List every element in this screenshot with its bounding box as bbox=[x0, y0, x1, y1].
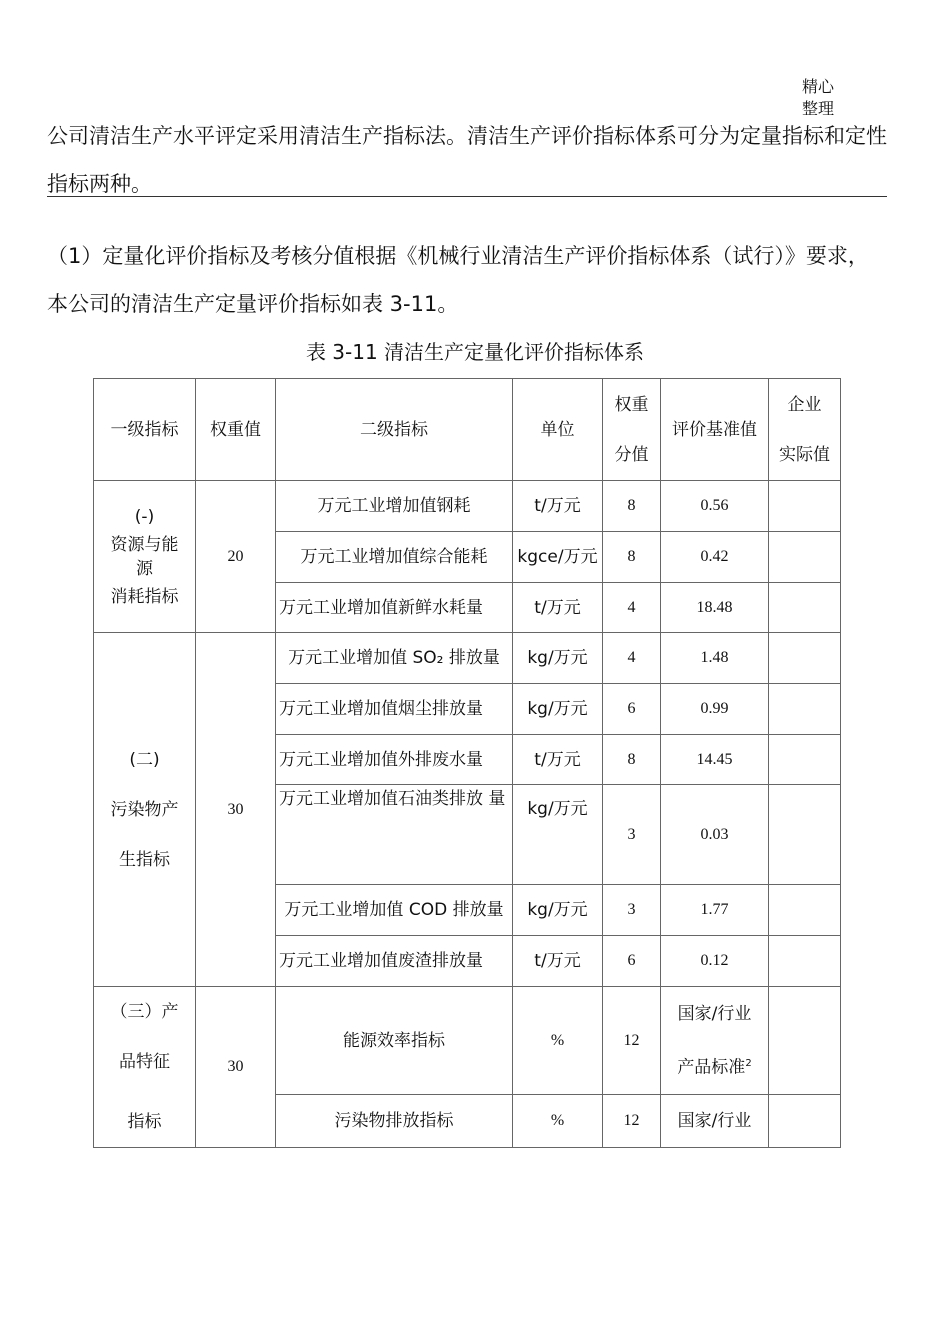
header-actual-line1: 企业 bbox=[787, 394, 822, 415]
table-header-row bbox=[94, 379, 841, 481]
evaluation-indicator-table bbox=[93, 378, 841, 1148]
indicator-paragraph: （1）定量化评价指标及考核分值根据《机械行业清洁生产评价指标体系（试行）》要求，本公司的清洁生产定量评价指标如表 3-11。 bbox=[47, 244, 869, 316]
group-name-line: 生指标 bbox=[119, 849, 170, 870]
indicator-name: 万元工业增加值 COD 排放量 bbox=[276, 885, 513, 936]
score-cell: 4 bbox=[603, 583, 661, 633]
indicator-name: 污染物排放指标 bbox=[276, 1095, 513, 1148]
header-mark-line1: 精心 bbox=[802, 77, 835, 96]
table-row bbox=[94, 987, 841, 1095]
baseline-line: 国家/行业 bbox=[677, 1003, 752, 1024]
score-cell: 8 bbox=[603, 532, 661, 583]
baseline-cell: 0.03 bbox=[661, 785, 769, 885]
indicator-name: 万元工业增加值钢耗 bbox=[276, 481, 513, 532]
score-cell: 12 bbox=[603, 987, 661, 1095]
unit-cell: kg/万元 bbox=[513, 633, 603, 684]
indicator-name: 万元工业增加值废渣排放量 bbox=[276, 936, 513, 987]
group-name-line: 污染物产 bbox=[110, 799, 179, 820]
header-score-line2: 分值 bbox=[614, 444, 649, 465]
unit-cell: % bbox=[513, 1095, 603, 1148]
score-cell: 3 bbox=[603, 785, 661, 885]
header-actual-line2: 实际值 bbox=[779, 444, 830, 465]
actual-cell bbox=[769, 481, 841, 532]
group-name-line: （三）产 bbox=[110, 1002, 179, 1022]
baseline-cell: 国家/行业 bbox=[661, 1095, 769, 1148]
actual-cell bbox=[769, 1095, 841, 1148]
group-name bbox=[94, 987, 196, 1148]
group-name-line: (-) bbox=[134, 506, 155, 527]
header-level1: 一级指标 bbox=[94, 379, 196, 481]
header-unit: 单位 bbox=[513, 379, 603, 481]
intro-paragraph: 公司清洁生产水平评定采用清洁生产指标法。清洁生产评价指标体系可分为定量指标和定性指标两种。 bbox=[47, 124, 887, 196]
indicator-name: 万元工业增加值外排废水量 bbox=[276, 735, 513, 785]
header-score bbox=[603, 379, 661, 481]
header-baseline: 评价基准值 bbox=[661, 379, 769, 481]
indicator-name: 能源效率指标 bbox=[276, 987, 513, 1095]
baseline-cell: 0.56 bbox=[661, 481, 769, 532]
score-cell: 8 bbox=[603, 735, 661, 785]
group-name bbox=[94, 481, 196, 633]
table-caption: 表 3-11 清洁生产定量化评价指标体系 bbox=[305, 340, 645, 364]
unit-cell: t/万元 bbox=[513, 936, 603, 987]
unit-cell: t/万元 bbox=[513, 583, 603, 633]
header-actual bbox=[769, 379, 841, 481]
group-name-line: 品特征 bbox=[119, 1052, 170, 1072]
actual-cell bbox=[769, 532, 841, 583]
header-score-line1: 权重 bbox=[614, 394, 649, 415]
table-row bbox=[94, 481, 841, 532]
group-weight: 30 bbox=[196, 633, 276, 987]
actual-cell bbox=[769, 633, 841, 684]
baseline-cell bbox=[661, 987, 769, 1095]
actual-cell bbox=[769, 885, 841, 936]
actual-cell bbox=[769, 735, 841, 785]
score-cell: 3 bbox=[603, 885, 661, 936]
score-cell: 6 bbox=[603, 936, 661, 987]
group-name-line: 消耗指标 bbox=[110, 586, 179, 607]
score-cell: 4 bbox=[603, 633, 661, 684]
group-weight: 20 bbox=[196, 481, 276, 633]
baseline-cell: 1.48 bbox=[661, 633, 769, 684]
baseline-cell: 0.42 bbox=[661, 532, 769, 583]
unit-cell: kg/万元 bbox=[513, 885, 603, 936]
unit-cell: t/万元 bbox=[513, 735, 603, 785]
indicator-name: 万元工业增加值新鲜水耗量 bbox=[276, 583, 513, 633]
baseline-cell: 0.99 bbox=[661, 684, 769, 735]
actual-cell bbox=[769, 785, 841, 885]
actual-cell bbox=[769, 987, 841, 1095]
indicator-name: 万元工业增加值综合能耗 bbox=[276, 532, 513, 583]
baseline-cell: 18.48 bbox=[661, 583, 769, 633]
indicator-name: 万元工业增加值 SO₂ 排放量 bbox=[276, 633, 513, 684]
unit-cell: kg/万元 bbox=[513, 785, 603, 885]
header-mark-line2: 整理 bbox=[802, 99, 835, 118]
actual-cell bbox=[769, 684, 841, 735]
actual-cell bbox=[769, 936, 841, 987]
group-name bbox=[94, 633, 196, 987]
unit-cell: kg/万元 bbox=[513, 684, 603, 735]
score-cell: 6 bbox=[603, 684, 661, 735]
unit-cell: t/万元 bbox=[513, 481, 603, 532]
unit-cell: kgce/万元 bbox=[513, 532, 603, 583]
header-weight: 权重值 bbox=[196, 379, 276, 481]
unit-cell: % bbox=[513, 987, 603, 1095]
horizontal-rule bbox=[47, 196, 887, 197]
table-row bbox=[94, 633, 841, 684]
baseline-cell: 1.77 bbox=[661, 885, 769, 936]
baseline-line bbox=[664, 1039, 765, 1093]
score-cell: 8 bbox=[603, 481, 661, 532]
indicator-name: 万元工业增加值石油类排放 量 bbox=[276, 785, 513, 885]
baseline-line-text: 产品标准 bbox=[677, 1057, 746, 1078]
actual-cell bbox=[769, 583, 841, 633]
header-level2: 二级指标 bbox=[276, 379, 513, 481]
baseline-cell: 0.12 bbox=[661, 936, 769, 987]
footnote-marker: 2 bbox=[745, 1057, 752, 1069]
group-weight: 30 bbox=[196, 987, 276, 1148]
group-name-line: 指标 bbox=[127, 1112, 162, 1132]
group-name-line: (二) bbox=[129, 749, 160, 770]
score-cell: 12 bbox=[603, 1095, 661, 1148]
indicator-name: 万元工业增加值烟尘排放量 bbox=[276, 684, 513, 735]
group-name-line: 资源与能源 bbox=[110, 534, 179, 579]
baseline-cell: 14.45 bbox=[661, 735, 769, 785]
